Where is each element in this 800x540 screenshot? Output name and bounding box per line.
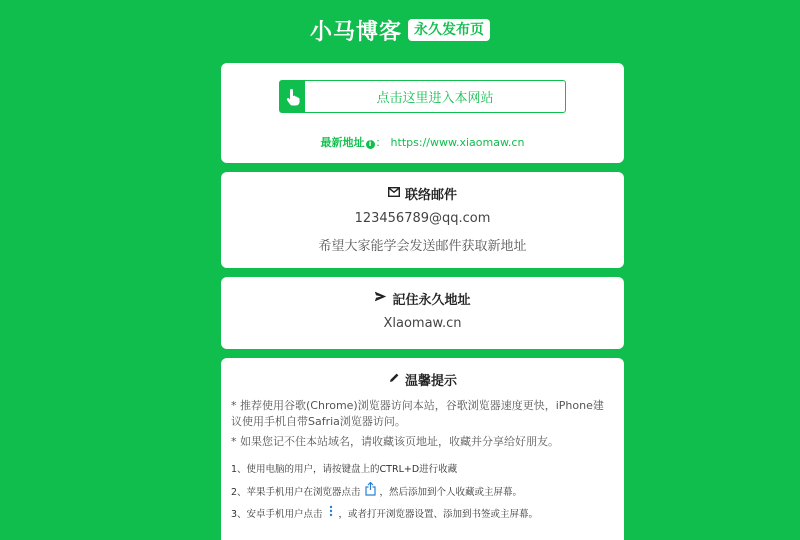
header — [0, 12, 800, 48]
step-desktop — [231, 461, 457, 475]
site-badge: 永久发布页 — [408, 19, 490, 41]
info-icon: i — [366, 140, 375, 149]
contact-hint: 希望大家能学会发送邮件获取新地址 — [318, 239, 527, 254]
step-iphone-text-b: ，然后添加到个人收藏或主屏幕。 — [379, 486, 523, 498]
step-android-text-a: 3、安卓手机用户点击 — [231, 508, 323, 520]
step-iphone — [231, 482, 522, 499]
contact-title — [221, 184, 624, 203]
envelope-icon — [388, 186, 400, 201]
remember-title-text: 記住永久地址 — [392, 293, 471, 308]
site-title: 小马博客 — [309, 19, 402, 45]
step-android — [231, 505, 538, 520]
step-iphone-text-a: 2、苹果手机用户在浏览器点击 — [231, 486, 361, 498]
enter-site-button[interactable] — [279, 80, 566, 113]
tips-title — [221, 370, 624, 389]
tips-title-text: 温馨提示 — [404, 374, 457, 389]
enter-site-label: 点击这里进入本网站 — [376, 91, 494, 106]
step-android-text-b: ，或者打开浏览器设置、添加到书签或主屏幕。 — [338, 508, 539, 520]
permanent-domain: Xlaomaw.cn — [383, 316, 462, 331]
more-vertical-icon — [329, 505, 333, 520]
airplane-icon — [374, 290, 387, 307]
latest-address-label: 最新地址 — [320, 136, 365, 149]
tip-note-bookmark: * 如果您记不住本站域名，请收藏该页地址，收藏并分享给好朋友。 — [231, 435, 559, 448]
contact-email: 123456789@qq.com — [354, 211, 491, 226]
tip-note-browser: * 推荐使用谷歌(Chrome)浏览器访问本站，谷歌浏览器速度更快，iPhone建议使用手机自带Safria浏览器访问。 — [231, 399, 604, 428]
contact-title-text: 联络邮件 — [404, 188, 457, 203]
contact-card — [221, 172, 624, 268]
latest-address-link[interactable]: https://www.xiaomaw.cn — [390, 136, 525, 149]
tips-card — [221, 358, 624, 540]
remember-card — [221, 277, 624, 349]
remember-title — [221, 289, 624, 308]
entry-card — [221, 63, 624, 163]
step-desktop-text: 1、使用电脑的用户，请按键盘上的CTRL+D进行收藏 — [231, 464, 458, 475]
hand-pointer-icon — [280, 81, 305, 112]
pencil-icon — [388, 372, 400, 388]
address-separator: ： — [375, 136, 387, 149]
latest-address — [221, 134, 624, 150]
share-icon — [365, 482, 376, 499]
